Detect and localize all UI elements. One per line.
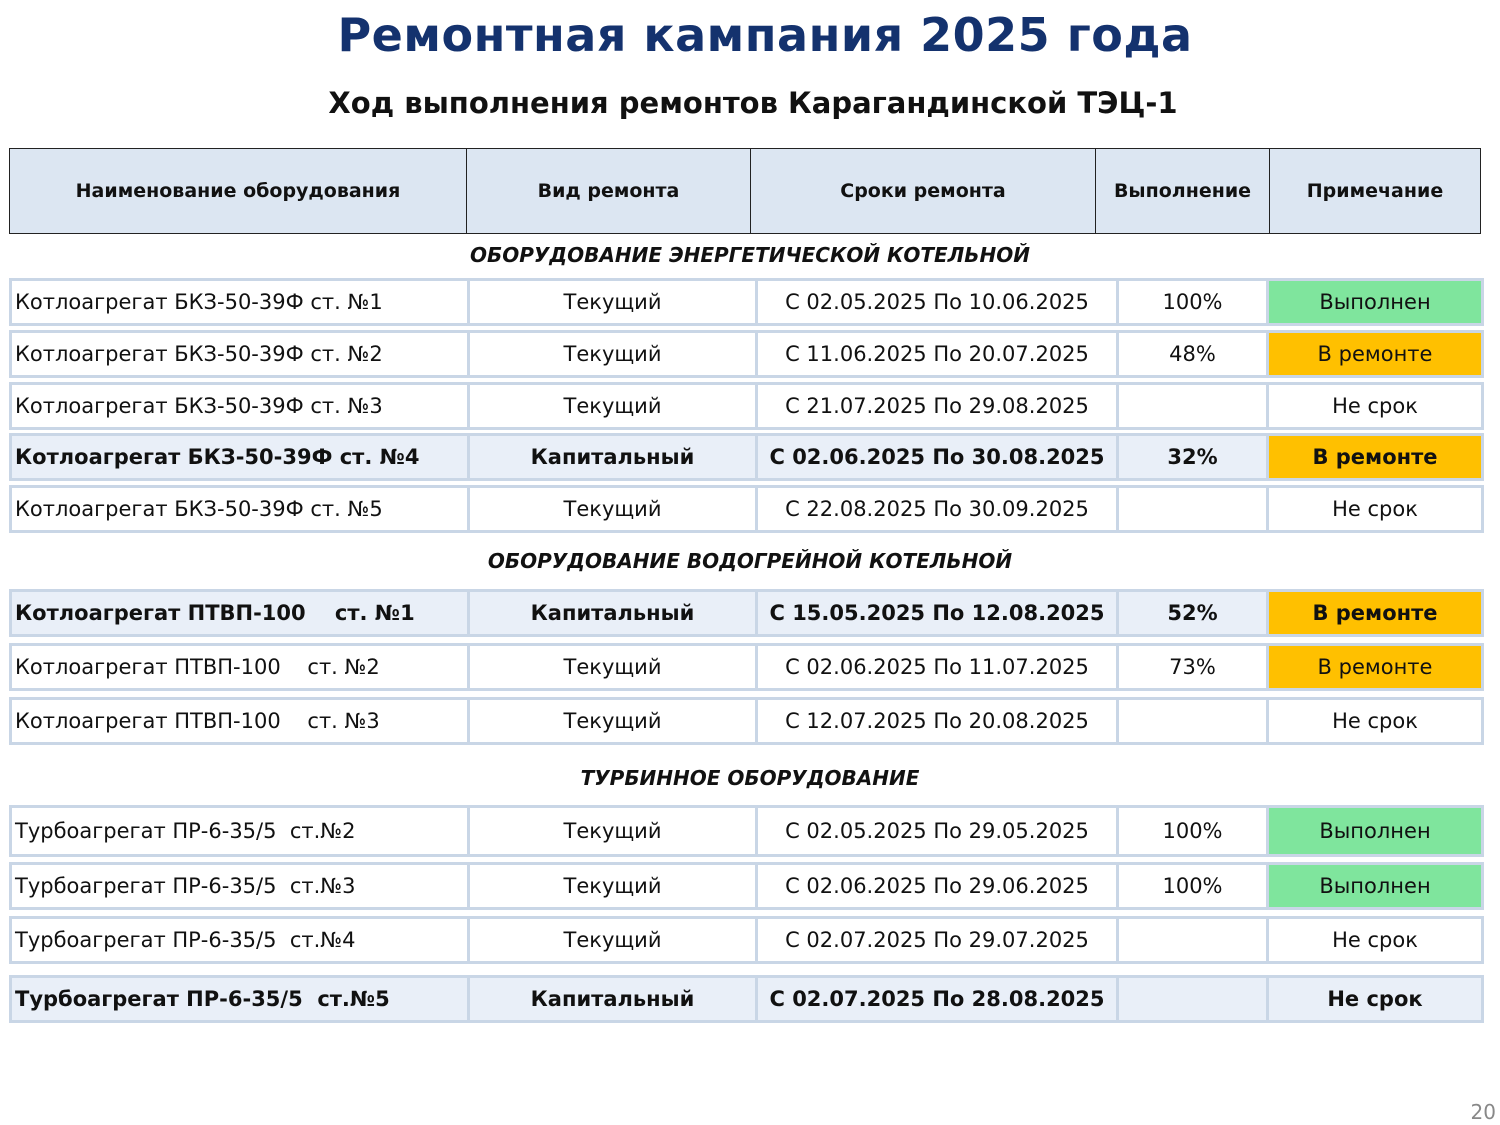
equipment-name: Котлоагрегат БКЗ-50-39Ф ст. №4 (9, 433, 470, 481)
progress-value: 100% (1116, 862, 1269, 910)
status-badge: В ремонте (1266, 643, 1484, 691)
table-row (9, 862, 1484, 910)
equipment-name: Турбоагрегат ПР-6-35/5 ст.№5 (9, 975, 470, 1023)
status-badge: Выполнен (1266, 805, 1484, 857)
equipment-name: Котлоагрегат ПТВП-100 ст. №1 (9, 589, 470, 637)
status-badge: Не срок (1266, 916, 1484, 964)
repair-type: Капитальный (467, 589, 758, 637)
column-header-progress: Выполнение (1096, 149, 1270, 233)
progress-value: 32% (1116, 433, 1269, 481)
equipment-name: Котлоагрегат БКЗ-50-39Ф ст. №3 (9, 382, 470, 430)
progress-value (1116, 975, 1269, 1023)
repair-type: Текущий (467, 697, 758, 745)
progress-value (1116, 697, 1269, 745)
repair-period: С 22.08.2025 По 30.09.2025 (755, 485, 1119, 533)
repair-type: Текущий (467, 862, 758, 910)
progress-value (1116, 485, 1269, 533)
equipment-name: Котлоагрегат ПТВП-100 ст. №3 (9, 697, 470, 745)
repair-period: С 02.07.2025 По 28.08.2025 (755, 975, 1119, 1023)
progress-value: 100% (1116, 278, 1269, 326)
status-badge: Выполнен (1266, 862, 1484, 910)
repair-type: Текущий (467, 485, 758, 533)
repair-type: Текущий (467, 916, 758, 964)
equipment-name: Котлоагрегат БКЗ-50-39Ф ст. №5 (9, 485, 470, 533)
page-number: 20 (1470, 1100, 1496, 1124)
column-header-note: Примечание (1306, 180, 1444, 202)
equipment-name: Турбоагрегат ПР-6-35/5 ст.№2 (9, 805, 470, 857)
table-header (9, 148, 1481, 234)
repair-period: С 02.05.2025 По 29.05.2025 (755, 805, 1119, 857)
section-title-energy-boiler: ОБОРУДОВАНИЕ ЭНЕРГЕТИЧЕСКОЙ КОТЕЛЬНОЙ (469, 243, 1031, 267)
page-title: Ремонтная кампания 2025 года (337, 8, 1193, 62)
table-row (9, 278, 1484, 326)
repair-period: С 15.05.2025 По 12.08.2025 (755, 589, 1119, 637)
repair-type: Текущий (467, 382, 758, 430)
equipment-name: Котлоагрегат БКЗ-50-39Ф ст. №2 (9, 330, 470, 378)
equipment-name: Котлоагрегат БКЗ-50-39Ф ст. №1 (9, 278, 470, 326)
repair-type: Текущий (467, 643, 758, 691)
repair-type: Текущий (467, 278, 758, 326)
repair-period: С 12.07.2025 По 20.08.2025 (755, 697, 1119, 745)
status-badge: Не срок (1266, 975, 1484, 1023)
column-header-equipment: Наименование оборудования (10, 149, 467, 233)
status-badge: В ремонте (1266, 589, 1484, 637)
table-row (9, 382, 1484, 430)
progress-value (1116, 916, 1269, 964)
table-row (9, 643, 1484, 691)
status-badge: В ремонте (1266, 433, 1484, 481)
repair-type: Текущий (467, 805, 758, 857)
progress-value: 73% (1116, 643, 1269, 691)
equipment-name: Турбоагрегат ПР-6-35/5 ст.№3 (9, 862, 470, 910)
status-badge: Не срок (1266, 485, 1484, 533)
repair-type: Капитальный (467, 433, 758, 481)
repair-period: С 11.06.2025 По 20.07.2025 (755, 330, 1119, 378)
progress-value: 48% (1116, 330, 1269, 378)
table-row (9, 916, 1484, 964)
equipment-name: Котлоагрегат ПТВП-100 ст. №2 (9, 643, 470, 691)
status-badge: В ремонте (1266, 330, 1484, 378)
progress-value: 52% (1116, 589, 1269, 637)
repair-period: С 02.06.2025 По 11.07.2025 (755, 643, 1119, 691)
progress-value (1116, 382, 1269, 430)
section-title-water-boiler: ОБОРУДОВАНИЕ ВОДОГРЕЙНОЙ КОТЕЛЬНОЙ (487, 549, 1013, 573)
table-row (9, 330, 1484, 378)
repair-period: С 21.07.2025 По 29.08.2025 (755, 382, 1119, 430)
repair-period: С 02.06.2025 По 29.06.2025 (755, 862, 1119, 910)
status-badge: Не срок (1266, 382, 1484, 430)
table-row (9, 805, 1484, 857)
repair-period: С 02.07.2025 По 29.07.2025 (755, 916, 1119, 964)
column-header-repair-type: Вид ремонта (467, 149, 751, 233)
repair-type: Текущий (467, 330, 758, 378)
page-subtitle: Ход выполнения ремонтов Карагандинской ТЭЦ-1 (328, 86, 1178, 120)
table-row (9, 975, 1484, 1023)
status-badge: Выполнен (1266, 278, 1484, 326)
equipment-name: Турбоагрегат ПР-6-35/5 ст.№4 (9, 916, 470, 964)
column-header-repair-period: Сроки ремонта (751, 149, 1096, 233)
table-row (9, 697, 1484, 745)
repair-type: Капитальный (467, 975, 758, 1023)
section-title-turbine: ТУРБИННОЕ ОБОРУДОВАНИЕ (580, 766, 920, 790)
repair-period: С 02.05.2025 По 10.06.2025 (755, 278, 1119, 326)
table-row (9, 485, 1484, 533)
table-row (9, 589, 1484, 637)
repair-period: С 02.06.2025 По 30.08.2025 (755, 433, 1119, 481)
progress-value: 100% (1116, 805, 1269, 857)
table-row (9, 433, 1484, 481)
status-badge: Не срок (1266, 697, 1484, 745)
